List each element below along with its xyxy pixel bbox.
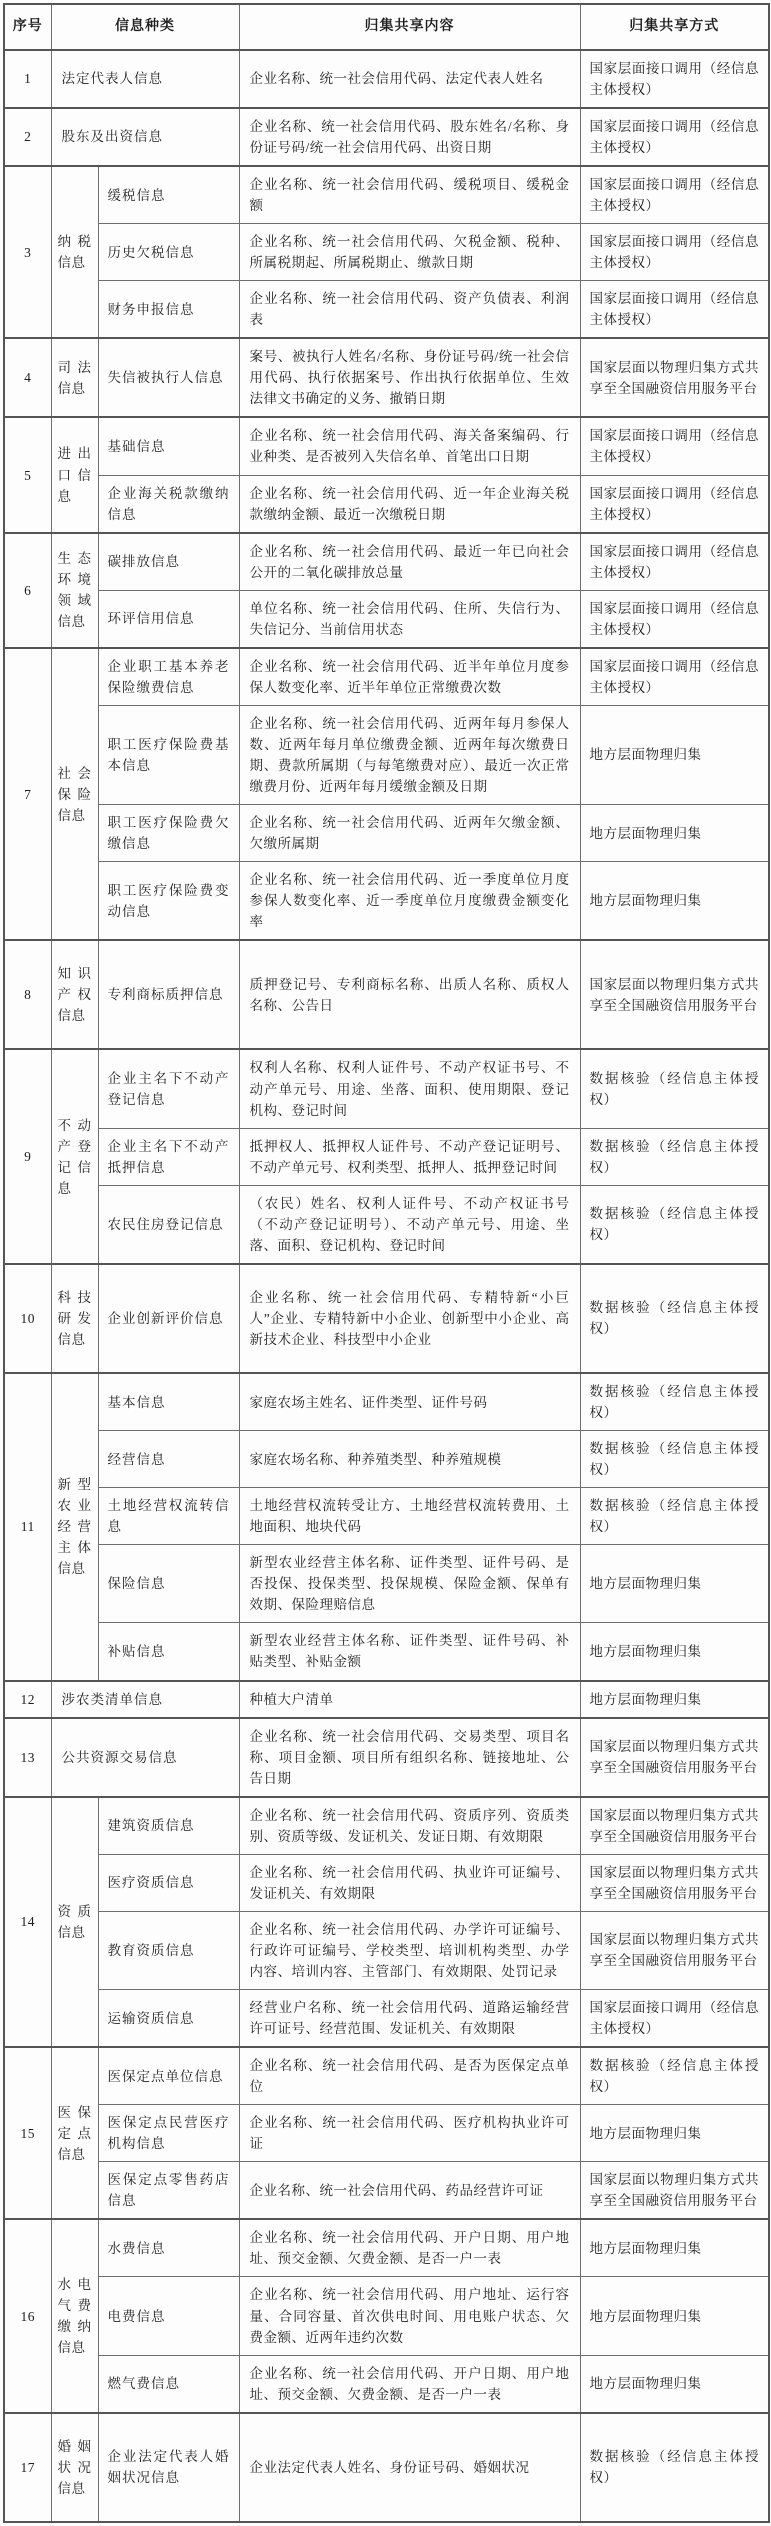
content-cell: 企业名称、统一社会信用代码、近一季度单位月度参保人数变化率、近一季度单位月度缴费金额变化率 [239,862,580,941]
subtype-cell: 企业职工基本养老保险缴费信息 [98,648,239,706]
table-row [4,2413,769,2522]
subtype-cell: 职工医疗保险费欠缴信息 [98,805,239,862]
subtype-cell: 职工医疗保险费基本信息 [98,705,239,804]
subtype-cell: 企业主名下不动产登记信息 [98,1049,239,1128]
content-cell: 企业名称、统一社会信用代码、开户日期、用户地址、预交金额、欠费金额、是否一户一表 [239,2355,580,2413]
header-row [4,4,769,50]
table-row [4,1488,769,1545]
row-number-cell: 8 [4,940,51,1049]
row-number-cell: 1 [4,50,51,108]
category-group-cell: 司法信息 [51,338,98,417]
column-header-no: 序号 [4,4,51,50]
row-number-cell: 11 [4,1373,51,1681]
content-cell: 企业名称、统一社会信用代码、最近一年已向社会公开的二氧化碳排放总量 [239,533,580,591]
subtype-cell: 医保定点民营医疗机构信息 [98,2105,239,2162]
content-cell: 企业名称、统一社会信用代码、资产负债表、利润表 [239,281,580,339]
table-row [4,281,769,339]
method-cell: 国家层面以物理归集方式共享至全国融资信用服务平台 [580,1718,769,1797]
table-row [4,533,769,591]
method-cell: 国家层面接口调用（经信息主体授权） [580,1990,769,2048]
subtype-cell: 运输资质信息 [98,1990,239,2048]
subtype-cell: 财务申报信息 [98,281,239,339]
content-cell: 企业名称、统一社会信用代码、近两年欠缴金额、欠缴所属期 [239,805,580,862]
method-cell: 数据核验（经信息主体授权） [580,1264,769,1373]
method-cell: 地方层面物理归集 [580,2105,769,2162]
method-cell: 国家层面以物理归集方式共享至全国融资信用服务平台 [580,1797,769,1855]
table-row [4,1373,769,1431]
table-row [4,338,769,417]
row-number-cell: 9 [4,1049,51,1263]
content-cell: 企业名称、统一社会信用代码、资质序列、资质类别、资质等级、发证机关、发证日期、有效期限 [239,1797,580,1855]
method-cell: 国家层面接口调用（经信息主体授权） [580,417,769,475]
content-cell: 企业名称、统一社会信用代码、近半年单位月度参保人数变化率、近半年单位正常缴费次数 [239,648,580,706]
subtype-cell: 缓税信息 [98,166,239,224]
subtype-cell: 建筑资质信息 [98,1797,239,1855]
info-collection-table [3,3,770,2523]
table-row [4,50,769,108]
content-cell: 企业名称、统一社会信用代码、办学许可证编号、行政许可证编号、学校类型、培训机构类型、办学内容、培训内容、主管部门、有效期限、处罚记录 [239,1911,580,1989]
table-row [4,705,769,804]
table-row [4,108,769,166]
subtype-cell: 电费信息 [98,2277,239,2355]
method-cell: 数据核验（经信息主体授权） [580,1049,769,1128]
subtype-cell: 燃气费信息 [98,2355,239,2413]
category-group-cell: 婚姻状况信息 [51,2413,98,2522]
category-cell: 涉农类清单信息 [51,1681,239,1718]
content-cell: 新型农业经营主体名称、证件类型、证件号码、是否投保、投保类型、投保规模、保险金额、保单有效期、保险理赔信息 [239,1545,580,1623]
subtype-cell: 医疗资质信息 [98,1854,239,1911]
content-cell: 企业名称、统一社会信用代码、近一年企业海关税款缴纳金额、最近一次缴税日期 [239,475,580,533]
table-row [4,1264,769,1373]
content-cell: 单位名称、统一社会信用代码、住所、失信行为、失信记分、当前信用状态 [239,590,580,648]
subtype-cell: 企业法定代表人婚姻状况信息 [98,2413,239,2522]
method-cell: 国家层面以物理归集方式共享至全国融资信用服务平台 [580,338,769,417]
method-cell: 数据核验（经信息主体授权） [580,1488,769,1545]
method-cell: 国家层面接口调用（经信息主体授权） [580,475,769,533]
method-cell: 数据核验（经信息主体授权） [580,2047,769,2105]
content-cell: 企业名称、统一社会信用代码、执业许可证编号、发证机关、有效期限 [239,1854,580,1911]
content-cell: 企业名称、统一社会信用代码、法定代表人姓名 [239,50,580,108]
subtype-cell: 历史欠税信息 [98,224,239,281]
method-cell: 国家层面接口调用（经信息主体授权） [580,533,769,591]
method-cell: 国家层面接口调用（经信息主体授权） [580,166,769,224]
content-cell: 家庭农场名称、种养殖类型、种养殖规模 [239,1431,580,1488]
table-row [4,1797,769,1855]
subtype-cell: 环评信用信息 [98,590,239,648]
category-group-cell: 进出口信息 [51,417,98,532]
subtype-cell: 失信被执行人信息 [98,338,239,417]
content-cell: 企业名称、统一社会信用代码、开户日期、用户地址、预交金额、欠费金额、是否一户一表 [239,2219,580,2277]
content-cell: 种植大户清单 [239,1681,580,1718]
column-header-category: 信息种类 [51,4,239,50]
row-number-cell: 12 [4,1681,51,1718]
row-number-cell: 16 [4,2219,51,2412]
method-cell: 地方层面物理归集 [580,2277,769,2355]
row-number-cell: 13 [4,1718,51,1797]
column-header-method: 归集共享方式 [580,4,769,50]
method-cell: 地方层面物理归集 [580,2355,769,2413]
category-cell: 股东及出资信息 [51,108,239,166]
subtype-cell: 教育资质信息 [98,1911,239,1989]
category-group-cell: 社会保险信息 [51,648,98,941]
row-number-cell: 7 [4,648,51,941]
content-cell: 质押登记号、专利商标名称、出质人名称、质权人名称、公告日 [239,940,580,1049]
method-cell: 数据核验（经信息主体授权） [580,2413,769,2522]
category-group-cell: 资质信息 [51,1797,98,2047]
method-cell: 国家层面以物理归集方式共享至全国融资信用服务平台 [580,940,769,1049]
row-number-cell: 6 [4,533,51,648]
subtype-cell: 企业创新评价信息 [98,1264,239,1373]
method-cell: 国家层面接口调用（经信息主体授权） [580,648,769,706]
row-number-cell: 15 [4,2047,51,2219]
method-cell: 国家层面以物理归集方式共享至全国融资信用服务平台 [580,1911,769,1989]
method-cell: 国家层面接口调用（经信息主体授权） [580,590,769,648]
table-row [4,2277,769,2355]
row-number-cell: 17 [4,2413,51,2522]
content-cell: 企业名称、统一社会信用代码、缓税项目、缓税金额 [239,166,580,224]
method-cell: 地方层面物理归集 [580,862,769,941]
method-cell: 数据核验（经信息主体授权） [580,1128,769,1185]
row-number-cell: 4 [4,338,51,417]
table-row [4,2047,769,2105]
category-group-cell: 纳税信息 [51,166,98,338]
table-row [4,1718,769,1797]
table-body [4,50,769,2522]
method-cell: 地方层面物理归集 [580,2219,769,2277]
table-row [4,1185,769,1264]
content-cell: 家庭农场主姓名、证件类型、证件号码 [239,1373,580,1431]
subtype-cell: 企业主名下不动产抵押信息 [98,1128,239,1185]
subtype-cell: 碳排放信息 [98,533,239,591]
content-cell: 土地经营权流转受让方、土地经营权流转费用、土地面积、地块代码 [239,1488,580,1545]
row-number-cell: 10 [4,1264,51,1373]
content-cell: 权利人名称、权利人证件号、不动产权证书号、不动产单元号、用途、坐落、面积、使用期限、登记机构、登记时间 [239,1049,580,1128]
subtype-cell: 医保定点单位信息 [98,2047,239,2105]
content-cell: 企业名称、统一社会信用代码、是否为医保定点单位 [239,2047,580,2105]
content-cell: 企业法定代表人姓名、身份证号码、婚姻状况 [239,2413,580,2522]
method-cell: 国家层面以物理归集方式共享至全国融资信用服务平台 [580,2162,769,2220]
table-row [4,1049,769,1128]
content-cell: 案号、被执行人姓名/名称、身份证号码/统一社会信用代码、执行依据案号、作出执行依据单位、生效法律文书确定的义务、撤销日期 [239,338,580,417]
category-group-cell: 不动产登记信息 [51,1049,98,1263]
category-cell: 法定代表人信息 [51,50,239,108]
method-cell: 地方层面物理归集 [580,1681,769,1718]
category-group-cell: 水电气费缴纳信息 [51,2219,98,2412]
content-cell: 企业名称、统一社会信用代码、股东姓名/名称、身份证号码/统一社会信用代码、出资日期 [239,108,580,166]
method-cell: 地方层面物理归集 [580,1545,769,1623]
method-cell: 数据核验（经信息主体授权） [580,1431,769,1488]
row-number-cell: 14 [4,1797,51,2047]
subtype-cell: 保险信息 [98,1545,239,1623]
subtype-cell: 水费信息 [98,2219,239,2277]
subtype-cell: 基础信息 [98,417,239,475]
content-cell: 经营业户名称、统一社会信用代码、道路运输经营许可证号、经营范围、发证机关、有效期限 [239,1990,580,2048]
method-cell: 国家层面以物理归集方式共享至全国融资信用服务平台 [580,1854,769,1911]
category-group-cell: 科技研发信息 [51,1264,98,1373]
category-group-cell: 知识产权信息 [51,940,98,1049]
table-row [4,166,769,224]
method-cell: 地方层面物理归集 [580,805,769,862]
content-cell: 企业名称、统一社会信用代码、专精特新“小巨人”企业、专精特新中小企业、创新型中小企业、高新技术企业、科技型中小企业 [239,1264,580,1373]
content-cell: 企业名称、统一社会信用代码、交易类型、项目名称、项目金额、项目所有组织名称、链接地址、公告日期 [239,1718,580,1797]
table-row [4,1623,769,1681]
method-cell: 地方层面物理归集 [580,1623,769,1681]
content-cell: 企业名称、统一社会信用代码、用户地址、运行容量、合同容量、首次供电时间、用电账户状态、欠费金额、近两年违约次数 [239,2277,580,2355]
category-group-cell: 新型农业经营主体信息 [51,1373,98,1681]
table-row [4,1990,769,2048]
method-cell: 地方层面物理归集 [580,705,769,804]
subtype-cell: 基本信息 [98,1373,239,1431]
category-group-cell: 生态环境领域信息 [51,533,98,648]
table-row [4,1128,769,1185]
subtype-cell: 补贴信息 [98,1623,239,1681]
table-row [4,590,769,648]
content-cell: 企业名称、统一社会信用代码、近两年每月参保人数、近两年每月单位缴费金额、近两年每次缴费日期、费款所属期（与每笔缴费对应）、最近一次正常缴费月份、近两年每月缓缴金额及日期 [239,705,580,804]
subtype-cell: 职工医疗保险费变动信息 [98,862,239,941]
content-cell: （农民）姓名、权利人证件号、不动产权证书号（不动产登记证明号）、不动产单元号、用途、坐落、面积、登记机构、登记时间 [239,1185,580,1264]
table-row [4,1545,769,1623]
table-row [4,2105,769,2162]
content-cell: 企业名称、统一社会信用代码、医疗机构执业许可证 [239,2105,580,2162]
content-cell: 抵押权人、抵押权人证件号、不动产登记证明号、不动产单元号、权利类型、抵押人、抵押登记时间 [239,1128,580,1185]
method-cell: 国家层面接口调用（经信息主体授权） [580,281,769,339]
table-row [4,417,769,475]
table-row [4,1911,769,1989]
table-row [4,805,769,862]
subtype-cell: 农民住房登记信息 [98,1185,239,1264]
column-header-content: 归集共享内容 [239,4,580,50]
method-cell: 国家层面接口调用（经信息主体授权） [580,224,769,281]
subtype-cell: 土地经营权流转信息 [98,1488,239,1545]
table-row [4,224,769,281]
method-cell: 国家层面接口调用（经信息主体授权） [580,108,769,166]
subtype-cell: 专利商标质押信息 [98,940,239,1049]
subtype-cell: 经营信息 [98,1431,239,1488]
subtype-cell: 企业海关税款缴纳信息 [98,475,239,533]
table-row [4,2162,769,2220]
table-row [4,862,769,941]
content-cell: 企业名称、统一社会信用代码、海关备案编码、行业种类、是否被列入失信名单、首笔出口日期 [239,417,580,475]
table-row [4,1681,769,1718]
row-number-cell: 3 [4,166,51,338]
method-cell: 国家层面接口调用（经信息主体授权） [580,50,769,108]
table-row [4,1854,769,1911]
row-number-cell: 5 [4,417,51,532]
content-cell: 企业名称、统一社会信用代码、药品经营许可证 [239,2162,580,2220]
method-cell: 数据核验（经信息主体授权） [580,1185,769,1264]
method-cell: 数据核验（经信息主体授权） [580,1373,769,1431]
content-cell: 企业名称、统一社会信用代码、欠税金额、税种、所属税期起、所属税期止、缴款日期 [239,224,580,281]
table-row [4,2219,769,2277]
table-row [4,940,769,1049]
table-row [4,475,769,533]
row-number-cell: 2 [4,108,51,166]
table-row [4,1431,769,1488]
content-cell: 新型农业经营主体名称、证件类型、证件号码、补贴类型、补贴金额 [239,1623,580,1681]
category-cell: 公共资源交易信息 [51,1718,239,1797]
table-row [4,648,769,706]
category-group-cell: 医保定点信息 [51,2047,98,2219]
subtype-cell: 医保定点零售药店信息 [98,2162,239,2220]
